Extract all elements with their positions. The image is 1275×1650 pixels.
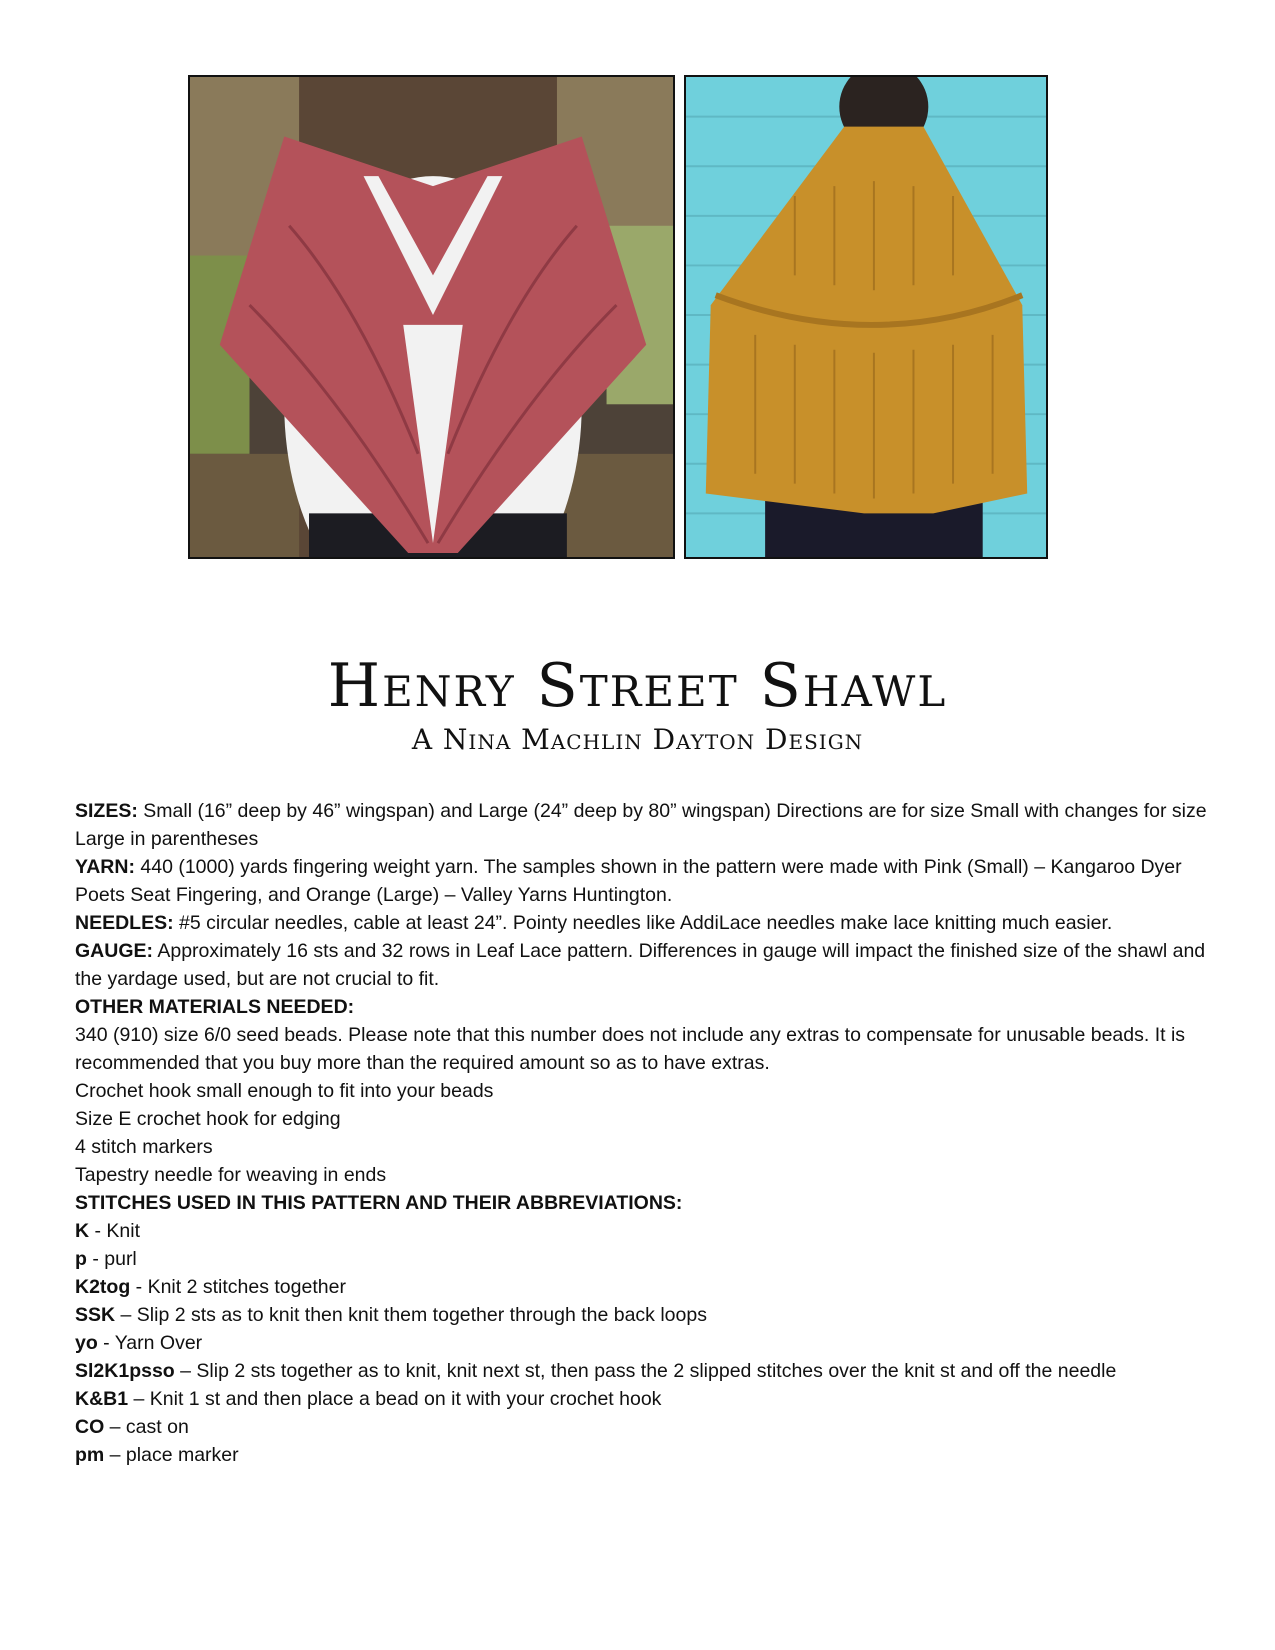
stitch-def: – place marker	[104, 1444, 239, 1466]
stitch-abbr: p	[75, 1248, 87, 1270]
stitch-item	[75, 1441, 1210, 1469]
orange-shawl-illustration	[686, 77, 1046, 557]
sizes-label: SIZES:	[75, 800, 138, 822]
sizes-line	[75, 797, 1210, 853]
stitch-item	[75, 1413, 1210, 1441]
gauge-text: Approximately 16 sts and 32 rows in Leaf Lace pattern. Differences in gauge will impact the finished size of the shawl and the yardage used, but are not crucial to fit.	[75, 940, 1206, 990]
stitch-abbr: CO	[75, 1416, 105, 1438]
material-item: Tapestry needle for weaving in ends	[75, 1164, 387, 1186]
yarn-label: YARN:	[75, 856, 135, 878]
stitches-label: STITCHES USED IN THIS PATTERN AND THEIR ABBREVIATIONS:	[75, 1192, 683, 1214]
stitch-item	[75, 1301, 1210, 1329]
material-item: 4 stitch markers	[75, 1136, 213, 1158]
stitch-def: – Knit 1 st and then place a bead on it with your crochet hook	[128, 1388, 662, 1410]
stitch-item	[75, 1329, 1210, 1357]
stitch-item	[75, 1217, 1210, 1245]
stitch-def: – Slip 2 sts together as to knit, knit next st, then pass the 2 slipped stitches over the knit st and off the needle	[174, 1360, 1117, 1382]
designer-subtitle: A Nina Machlin Dayton Design	[411, 723, 864, 756]
gauge-label: GAUGE:	[75, 940, 153, 962]
yarn-line	[75, 853, 1210, 909]
stitches-heading	[75, 1189, 1210, 1217]
material-item: Crochet hook small enough to fit into your beads	[75, 1080, 494, 1102]
stitch-def: - Knit	[89, 1220, 141, 1242]
title-block	[0, 650, 1275, 758]
stitch-item	[75, 1385, 1210, 1413]
stitch-abbr: K	[75, 1220, 90, 1242]
pink-shawl-photo	[188, 75, 675, 559]
needles-line	[75, 909, 1210, 937]
material-item: 340 (910) size 6/0 seed beads. Please note that this number does not include any extras to compensate for unusable beads. It is recommended that you buy more than the required amount so as to have extras.	[75, 1024, 1186, 1074]
needles-text: #5 circular needles, cable at least 24”. Pointy needles like AddiLace needles make lace knitting much easier.	[173, 912, 1113, 934]
stitch-item	[75, 1245, 1210, 1273]
stitch-abbr: Sl2K1psso	[75, 1360, 175, 1382]
needles-label: NEEDLES:	[75, 912, 174, 934]
sizes-text: Small (16” deep by 46” wingspan) and Large (24” deep by 80” wingspan) Directions are for size Small with changes for size Large in parentheses	[75, 800, 1207, 850]
pattern-title: Henry Street Shawl	[327, 651, 948, 721]
orange-shawl-photo	[684, 75, 1048, 559]
stitch-def: – cast on	[104, 1416, 189, 1438]
stitch-abbr: pm	[75, 1444, 105, 1466]
stitch-def: - Knit 2 stitches together	[130, 1276, 346, 1298]
stitch-def: - Yarn Over	[97, 1332, 203, 1354]
stitch-abbr: K&B1	[75, 1388, 129, 1410]
pink-shawl-illustration	[190, 77, 673, 557]
gauge-line	[75, 937, 1210, 993]
stitch-def: – Slip 2 sts as to knit then knit them together through the back loops	[115, 1304, 707, 1326]
other-materials-label: OTHER MATERIALS NEEDED:	[75, 996, 355, 1018]
stitch-def: - purl	[86, 1248, 137, 1270]
pattern-details	[75, 797, 1210, 1469]
other-materials-heading	[75, 993, 1210, 1021]
stitch-item	[75, 1357, 1210, 1385]
stitch-abbr: K2tog	[75, 1276, 131, 1298]
stitch-abbr: SSK	[75, 1304, 116, 1326]
yarn-text: 440 (1000) yards fingering weight yarn. The samples shown in the pattern were made with Pink (Small) – Kangaroo Dyer Poets Seat Fingering, and Orange (Large) – Valley Yarns Huntington.	[75, 856, 1182, 906]
material-item: Size E crochet hook for edging	[75, 1108, 341, 1130]
stitch-item	[75, 1273, 1210, 1301]
stitch-abbr: yo	[75, 1332, 98, 1354]
